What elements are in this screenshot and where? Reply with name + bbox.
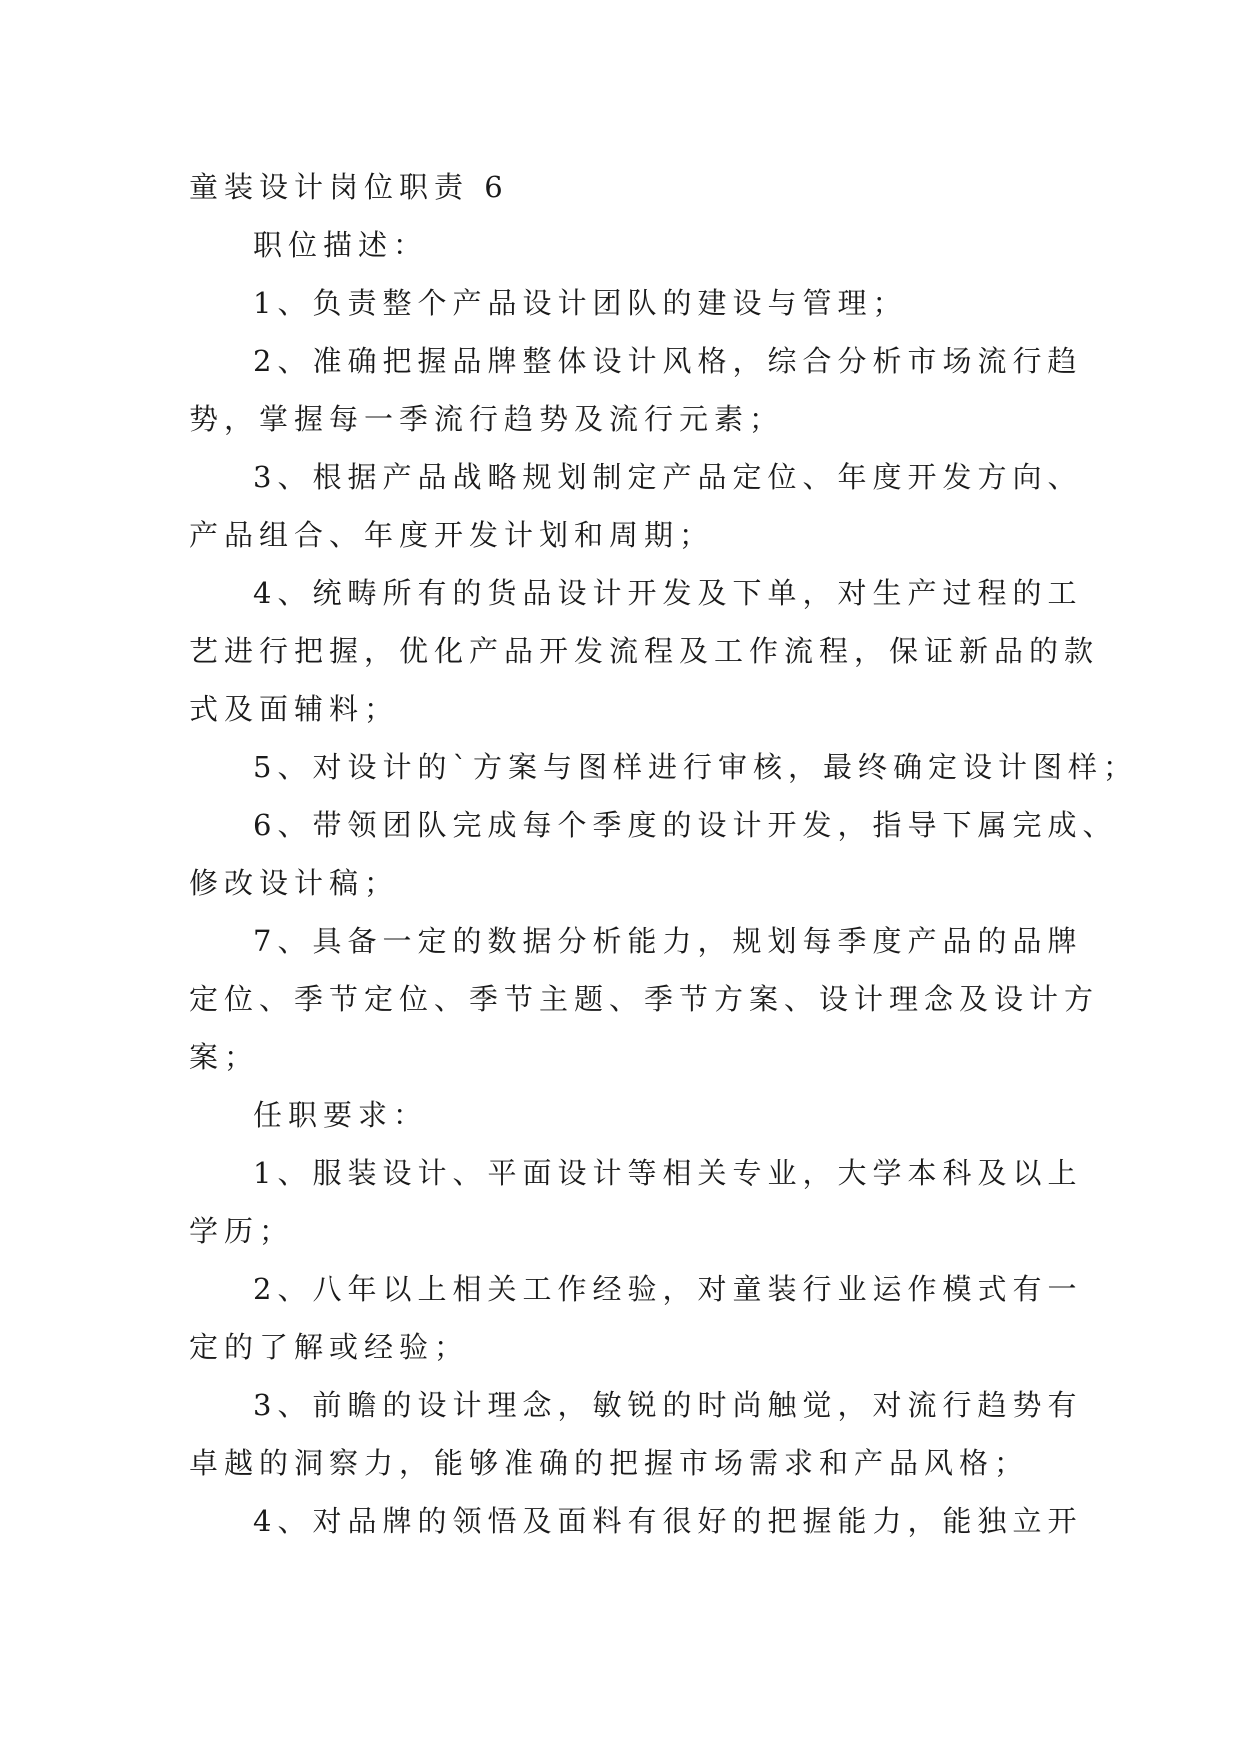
paragraph-lines	[189, 216, 1138, 1550]
text-line: 卓越的洞察力，能够准确的把握市场需求和产品风格；	[189, 1446, 1030, 1480]
text-line: 定位、季节定位、季节主题、季节方案、设计理念及设计方	[189, 982, 1100, 1016]
text-line: 任职要求：	[253, 1098, 429, 1132]
text-line: 4、对品牌的领悟及面料有很好的把握能力，能独立开	[253, 1504, 1083, 1538]
text-line: 4、统畴所有的货品设计开发及下单，对生产过程的工	[253, 576, 1083, 610]
text-line: 案；	[189, 1040, 260, 1074]
text-line: 艺进行把握，优化产品开发流程及工作流程，保证新品的款	[189, 634, 1100, 668]
text-line: 2、准确把握品牌整体设计风格，综合分析市场流行趋	[253, 344, 1083, 378]
text-line: 6、带领团队完成每个季度的设计开发，指导下属完成、	[253, 808, 1118, 842]
text-line: 势，掌握每一季流行趋势及流行元素；	[189, 402, 785, 436]
text-line: 产品组合、年度开发计划和周期；	[189, 518, 715, 552]
text-line: 7、具备一定的数据分析能力，规划每季度产品的品牌	[253, 924, 1083, 958]
document-title: 童装设计岗位职责 6	[189, 170, 509, 204]
text-line: 式及面辅料；	[189, 692, 400, 726]
text-line: 3、根据产品战略规划制定产品定位、年度开发方向、	[253, 460, 1083, 494]
text-line: 2、八年以上相关工作经验，对童装行业运作模式有一	[253, 1272, 1083, 1306]
text-line: 职位描述：	[253, 228, 429, 262]
text-line: 3、前瞻的设计理念，敏锐的时尚触觉，对流行趋势有	[253, 1388, 1083, 1422]
text-line: 定的了解或经验；	[189, 1330, 470, 1364]
text-line: 学历；	[189, 1214, 295, 1248]
text-line: 1、负责整个产品设计团队的建设与管理；	[253, 286, 908, 320]
text-line: 5、对设计的`方案与图样进行审核，最终确定设计图样；	[253, 750, 1138, 784]
document-body	[189, 158, 1138, 1550]
text-line: 修改设计稿；	[189, 866, 400, 900]
text-line: 1、服装设计、平面设计等相关专业，大学本科及以上	[253, 1156, 1083, 1190]
